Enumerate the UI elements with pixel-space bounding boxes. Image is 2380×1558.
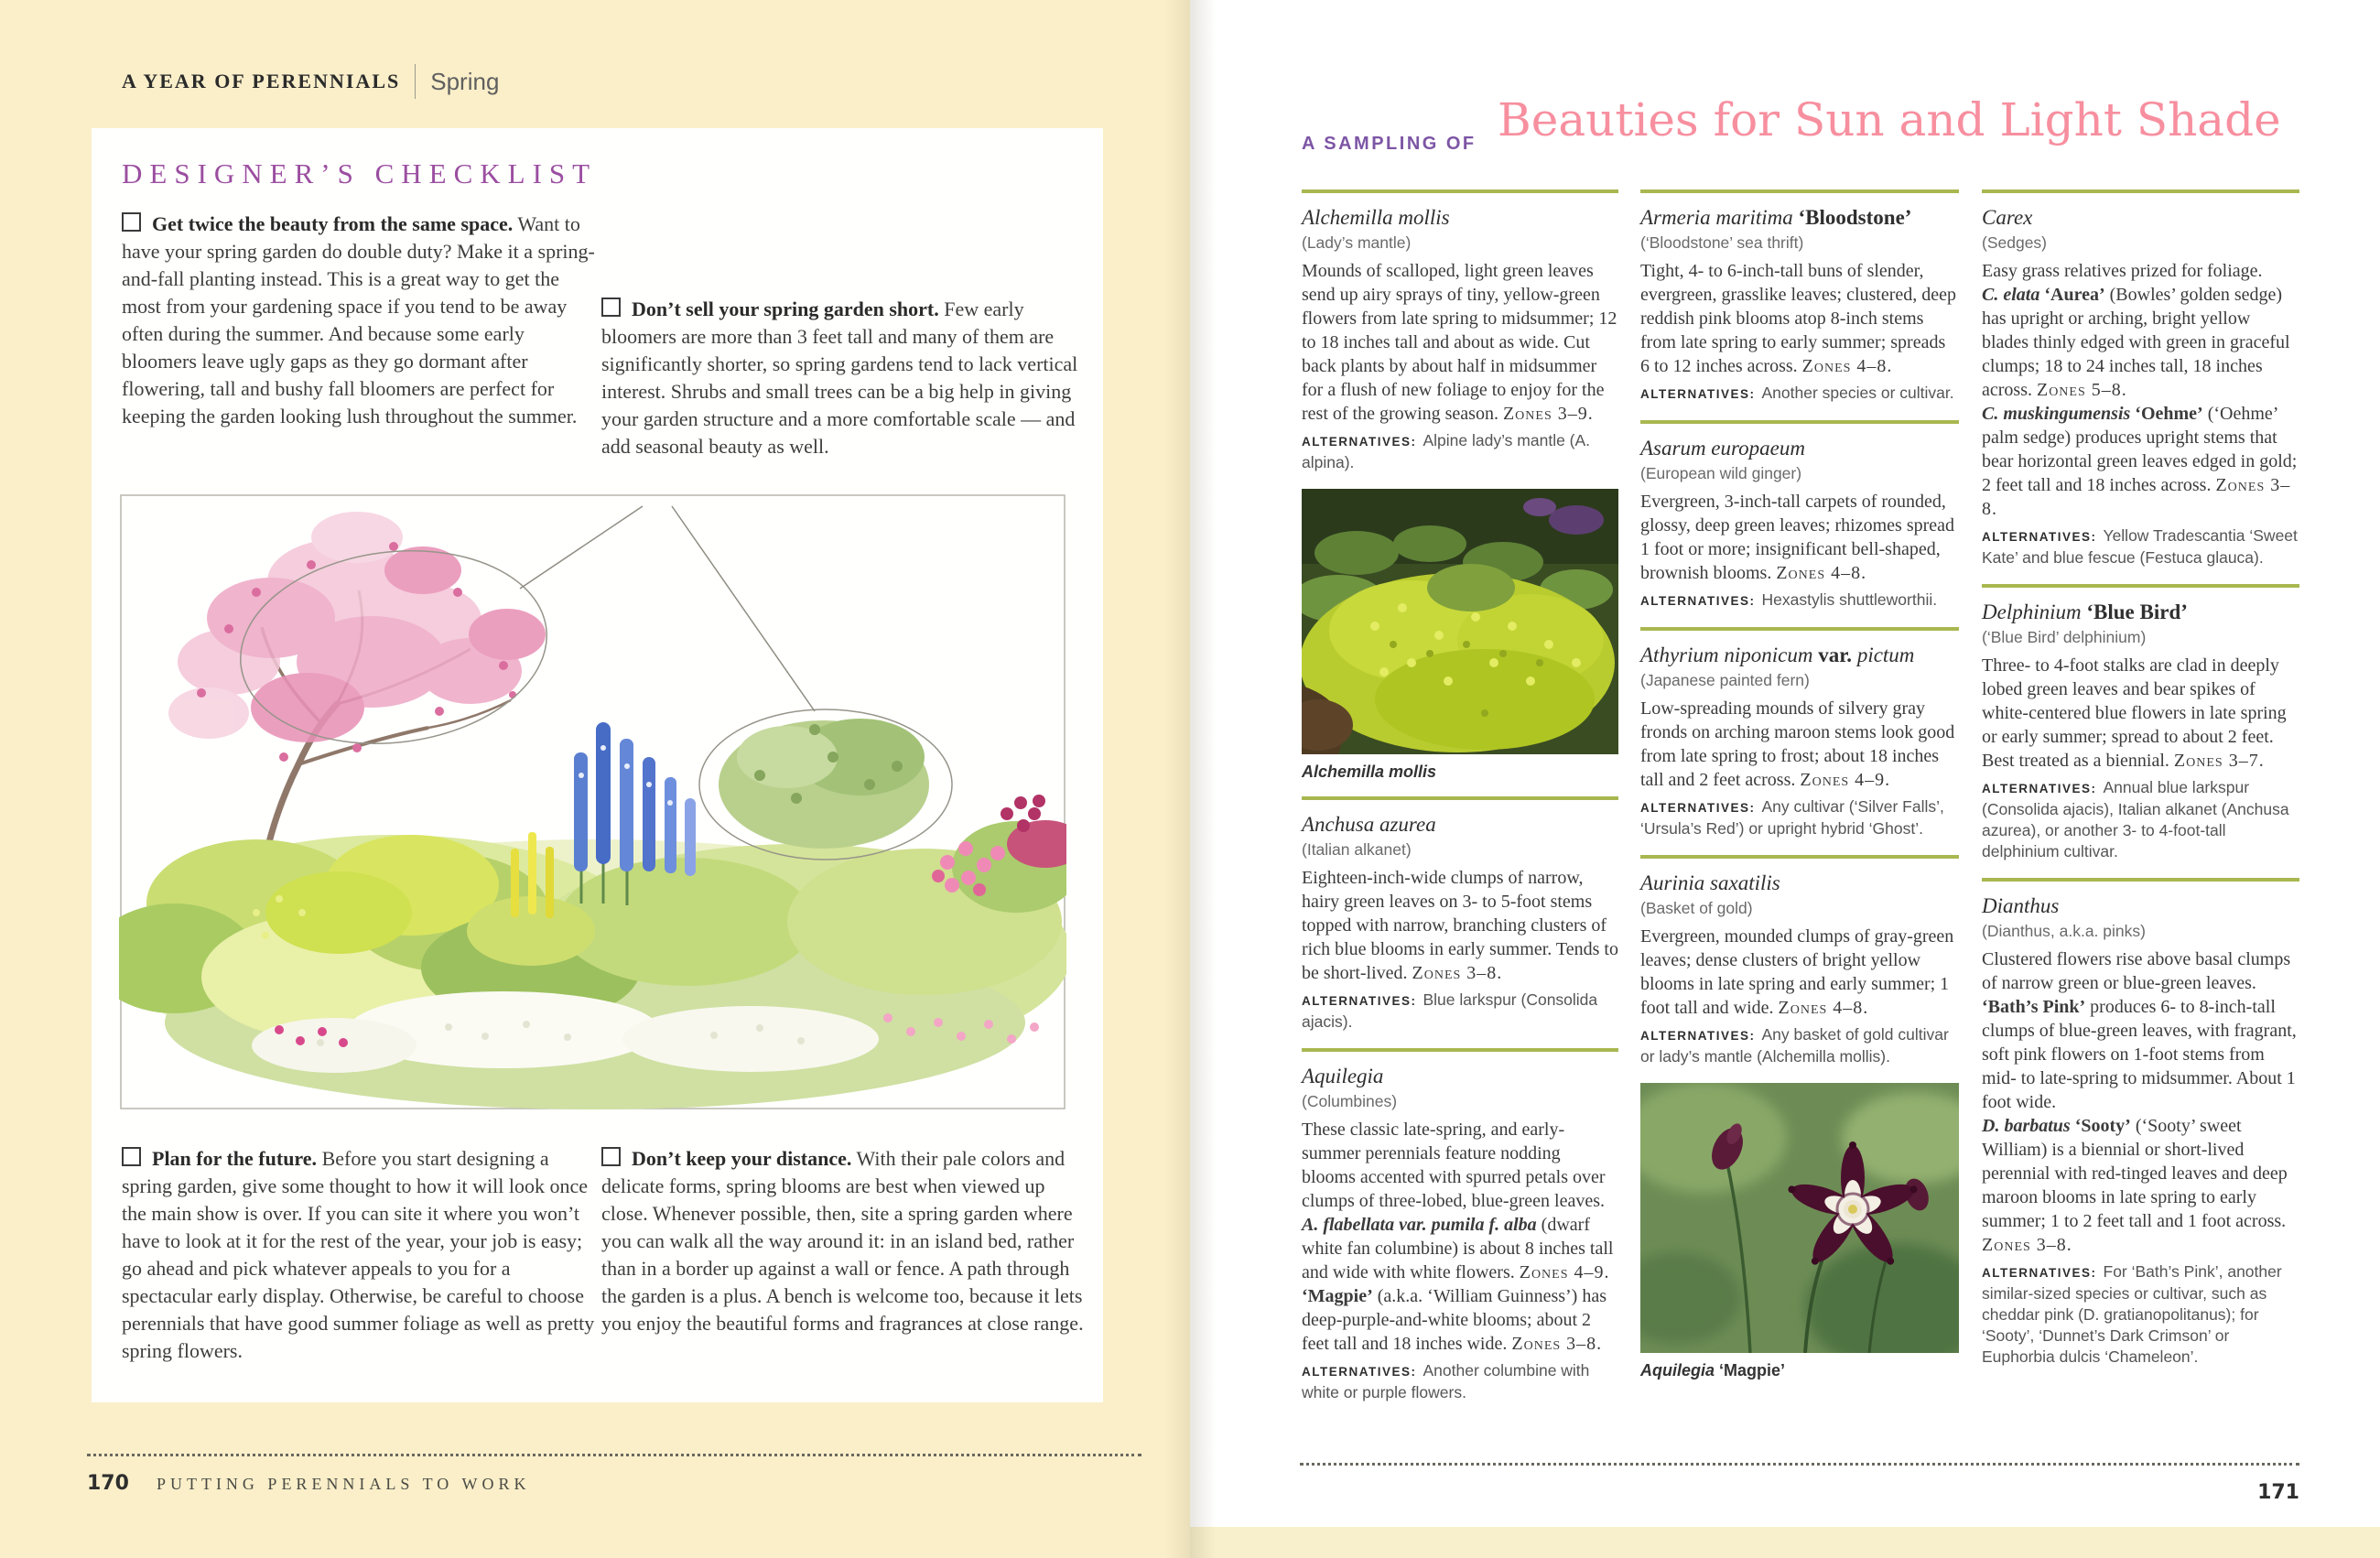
plant-description: These classic late-spring, and early-summer perennials feature nodding blooms accented with spurred petals over clumps of three-lobed, blue-green leaves. A. flabellata var. pumila f. alba (dwarf white fan columbine) is about 8 inches tall and wide with white flowers. Zones 4–9. ‘Magpie’ (a.k.a. ‘William Guinness’) has deep-purple-and-white blooms; about 2 feet tall and 18 inches wide. Zones 3–8. [1302,1120,1614,1354]
plant-entry-delphinium [1982,600,2299,862]
plant-description: Three- to 4-foot stalks are clad in deeply lobed green leaves and bear spikes of white-centered blue flowers in late spring or early summer; spread to about 2 feet. Best treated as a biennial. Zones 3–7. [1982,655,2287,771]
plant-name: Dianthus [1982,894,2060,917]
checklist-title: DESIGNER’S CHECKLIST [122,157,598,189]
left-footer [87,1472,530,1495]
alternatives-label: ALTERNATIVES: [1982,782,2097,795]
plant-common-name: (Dianthus, a.k.a. pinks) [1982,922,2146,940]
alternatives-label: ALTERNATIVES: [1302,435,1417,449]
divider-rule [1302,1048,1618,1052]
plant-entry-dianthus [1982,893,2299,1368]
checklist-item-lead: Don’t sell your spring garden short. [632,298,939,320]
checkbox-icon [122,212,141,232]
plant-common-name: (Japanese painted fern) [1640,671,1810,689]
plant-common-name: (‘Blue Bird’ delphinium) [1982,628,2147,646]
plant-alternatives [1302,430,1618,473]
divider-rule [1302,796,1618,800]
footer-title: PUTTING PERENNIALS TO WORK [156,1475,531,1493]
plant-name: Aquilegia [1302,1065,1384,1087]
checkbox-icon [601,1147,621,1166]
plant-alternatives [1982,1261,2299,1368]
plant-entry-carex [1982,205,2299,568]
plant-alternatives [1640,796,1959,839]
checkbox-icon [601,298,621,317]
footer-dotted-rule [1300,1463,2299,1466]
plant-description: Easy grass relatives prized for foliage. C. elata ‘Aurea’ (Bowles’ golden sedge) has upright or arching, bright yellow blades thinly edged with green in graceful clumps; 18 to 24 inches tall, 18 inches across. Zones 5–8. C. muskingumensis ‘Oehme’ (‘Oehme’ palm sedge) produces upright stems that bear horizontal green leaves edged in gold; 2 feet tall and 18 inches across. Zones 3–8. [1982,261,2298,519]
plant-name: Athyrium niponicum var. pictum [1640,644,1915,666]
alchemilla-photo [1302,489,1618,782]
checklist-item-lead: Plan for the future. [152,1147,318,1170]
checklist-item-4 [601,1145,1085,1337]
divider-rule [1640,189,1959,193]
kicker: A SAMPLING OF [1302,134,1477,154]
running-head [122,64,499,99]
gutter-shadow [1190,0,1216,1558]
plant-common-name: (Lady’s mantle) [1302,233,1412,252]
checklist-item-text: Before you start designing a spring garden, give some thought to how it will look once the main show is over. If you can site it where you won’t have to look at it for the rest of the year, your job is easy; go ahead and pick whatever appeals to you for a spectacular early display. Otherwise, be careful to choose perennials that have good summer foliage as well as pretty spring flowers. [122,1147,595,1362]
plant-name: Asarum europaeum [1640,437,1805,460]
section-label: Spring [430,67,500,95]
plant-name: Aurinia saxatilis [1640,871,1780,894]
divider-rule [1302,189,1618,193]
divider-rule [1982,584,2299,588]
plant-description: Mounds of scalloped, light green leaves send up airy sprays of tiny, yellow-green flowers from late spring to midsummer; 12 to 18 inches tall and about as wide. Cut back plants by about half in midsummer for a flush of new foliage to enjoy for the rest of the growing season. Zones 3–9. [1302,261,1617,424]
plant-name: Anchusa azurea [1302,813,1436,836]
alternatives-label: ALTERNATIVES: [1302,994,1417,1008]
divider-rule [1640,627,1959,631]
plant-alternatives [1302,1360,1618,1403]
alternatives-text: Annual blue larkspur (Consolida ajacis), Italian alkanet (Anchusa azurea), or another 3- to 4-foot-tall delphinium cultivar. [1982,778,2289,860]
checkbox-icon [122,1147,141,1166]
checklist-item-2 [601,296,1085,460]
column-3 [1982,189,2299,1383]
checklist-item-1 [122,211,598,430]
series-title: A YEAR OF PERENNIALS [122,70,401,92]
divider-rule [1640,855,1959,859]
plant-alternatives [1640,590,1959,611]
alternatives-text: Yellow Tradescantia ‘Sweet Kate’ and blue fescue (Festuca glauca). [1982,526,2298,567]
alternatives-label: ALTERNATIVES: [1640,387,1756,401]
alternatives-text: For ‘Bath’s Pink’, another similar-sized species or cultivar, such as cheddar pink (D. gratianopolitanus); for ‘Sooty’, ‘Dunnet’s Dark Crimson’ or Euphorbia dulcis ‘Chameleon’. [1982,1262,2282,1366]
checklist-item-lead: Don’t keep your distance. [632,1147,852,1170]
checklist-item-text: Few early bloomers are more than 3 feet tall and many of them are significantly shorter, so spring gardens tend to lack vertical interest. Shrubs and small trees can be a big help in giving your garden structure and a more comfortable scale — and add seasonal beauty as well. [601,298,1078,458]
plant-alternatives [1982,525,2299,568]
divider-rule [1982,189,2299,193]
alternatives-text: Blue larkspur (Consolida ajacis). [1302,990,1598,1031]
right-page [1190,0,2380,1558]
plant-entry-asarum [1640,436,1959,611]
plant-name: Armeria maritima ‘Bloodstone’ [1640,206,1912,229]
plant-description: Eighteen-inch-wide clumps of narrow, hairy green leaves on 3- to 5-foot stems topped with narrow, branching clusters of rich blue blooms in early summer. Tends to be short-lived. Zones 3–8. [1302,868,1618,983]
column-2 [1640,189,1959,1395]
alternatives-label: ALTERNATIVES: [1302,1365,1417,1379]
shrub-cluster [719,719,929,849]
plant-description: Low-spreading mounds of silvery gray fronds on arching maroon stems look good from late spring to frost; about 18 inches tall and 2 feet across. Zones 4–9. [1640,698,1955,790]
checklist-item-text: With their pale colors and delicate forms, spring blooms are best when viewed up close. Whenever possible, then, site a spring garden where you can walk all the way around it: in an island bed, rather than in a border up against a wall or fence. A path through the garden is a plus. A bench is welcome too, because it lets you enjoy the beautiful forms and fragrances at close range. [601,1147,1084,1335]
plant-name: Delphinium ‘Blue Bird’ [1982,600,2188,623]
alternatives-text: Any basket of gold cultivar or lady’s mantle (Alchemilla mollis). [1640,1025,1949,1066]
plant-description: Evergreen, 3-inch-tall carpets of rounded, glossy, deep green leaves; rhizomes spread 1 foot or more; insignificant bell-shaped, brownish blooms. Zones 4–8. [1640,492,1955,583]
alternatives-text: Alpine lady’s mantle (A. alpina). [1302,431,1591,471]
header-divider [415,64,416,99]
photo-caption: Aquilegia ‘Magpie’ [1640,1361,1786,1379]
alternatives-text: Hexastylis shuttleworthii. [1761,590,1938,609]
plant-description: Tight, 4- to 6-inch-tall buns of slender, evergreen, grasslike leaves; clustered, deep reddish pink blooms atop 8-inch stems from late spring to early summer; spreads 6 to 12 inches across. Zones 4–8. [1640,261,1957,376]
plant-alternatives [1640,383,1959,405]
divider-rule [1640,420,1959,424]
plant-entry-alchemilla [1302,205,1618,473]
plant-entry-aurinia [1640,871,1959,1067]
plant-common-name: (European wild ginger) [1640,464,1802,482]
plant-common-name: (Basket of gold) [1640,899,1753,917]
page-number: 171 [2257,1481,2299,1504]
plant-alternatives [1302,990,1618,1033]
alternatives-label: ALTERNATIVES: [1982,1266,2097,1280]
aquilegia-photo [1640,1083,1959,1380]
page-number: 170 [87,1472,129,1495]
alternatives-label: ALTERNATIVES: [1640,801,1756,815]
checklist-item-lead: Get twice the beauty from the same space. [152,212,514,235]
garden-bed [119,821,1066,1109]
plant-common-name: (Columbines) [1302,1092,1398,1110]
alternatives-label: ALTERNATIVES: [1640,594,1756,608]
plant-common-name: (‘Bloodstone’ sea thrift) [1640,233,1804,252]
plant-alternatives [1640,1024,1959,1067]
plant-name: Alchemilla mollis [1302,206,1450,229]
plant-common-name: (Sedges) [1982,233,2048,252]
footer-dotted-rule [87,1454,1141,1456]
plant-entry-athyrium [1640,643,1959,839]
alternatives-label: ALTERNATIVES: [1640,1029,1756,1043]
plant-entry-anchusa [1302,812,1618,1033]
alternatives-text: Another columbine with white or purple flowers. [1302,1361,1590,1401]
checklist-item-3 [122,1145,598,1365]
alternatives-text: Any cultivar (‘Silver Falls’, ‘Ursula’s Red’) or upright hybrid ‘Ghost’. [1640,797,1944,838]
garden-illustration [119,482,1066,1114]
plant-entry-aquilegia [1302,1064,1618,1403]
plant-name: Carex [1982,206,2033,229]
checklist-item-text: Want to have your spring garden do double duty? Make it a spring-and-fall planting instead. This is a great way to get the most from your gardening space if you tend to be away often during the summer. And because some early bloomers leave ugly gaps as they go dormant after flowering, tall and bushy fall bloomers are perfect for keeping the garden looking lush throughout the summer. [122,212,595,427]
page-edge-strip [1190,1527,2380,1558]
photo-caption: Alchemilla mollis [1302,763,1437,781]
plant-description: Clustered flowers rise above basal clumps of narrow green or blue-green leaves. ‘Bath’s Pink’ produces 6- to 8-inch-tall clumps of blue-green leaves, with fragrant, soft pink flowers on 1-foot stems from mid- to late-spring to midsummer. About 1 foot wide. D. barbatus ‘Sooty’ (‘Sooty’ sweet William) is a biennial or short-lived perennial with red-tinged leaves and deep maroon blooms in late spring to early summer; 1 to 2 feet tall and 1 foot across. Zones 3–8. [1982,949,2297,1255]
page-title: Beauties for Sun and Light Shade [1498,93,2281,146]
alternatives-text: Another species or cultivar. [1761,384,1954,402]
plant-entry-armeria [1640,205,1959,405]
gutter-shadow [1164,0,1190,1558]
plant-description: Evergreen, mounded clumps of gray-green leaves; dense clusters of bright yellow blooms in late spring and early summer; 1 foot tall and wide. Zones 4–8. [1640,926,1954,1018]
plant-alternatives [1982,777,2299,862]
alternatives-label: ALTERNATIVES: [1982,530,2097,544]
plant-common-name: (Italian alkanet) [1302,840,1412,859]
divider-rule [1982,878,2299,882]
column-1 [1302,189,1618,1419]
